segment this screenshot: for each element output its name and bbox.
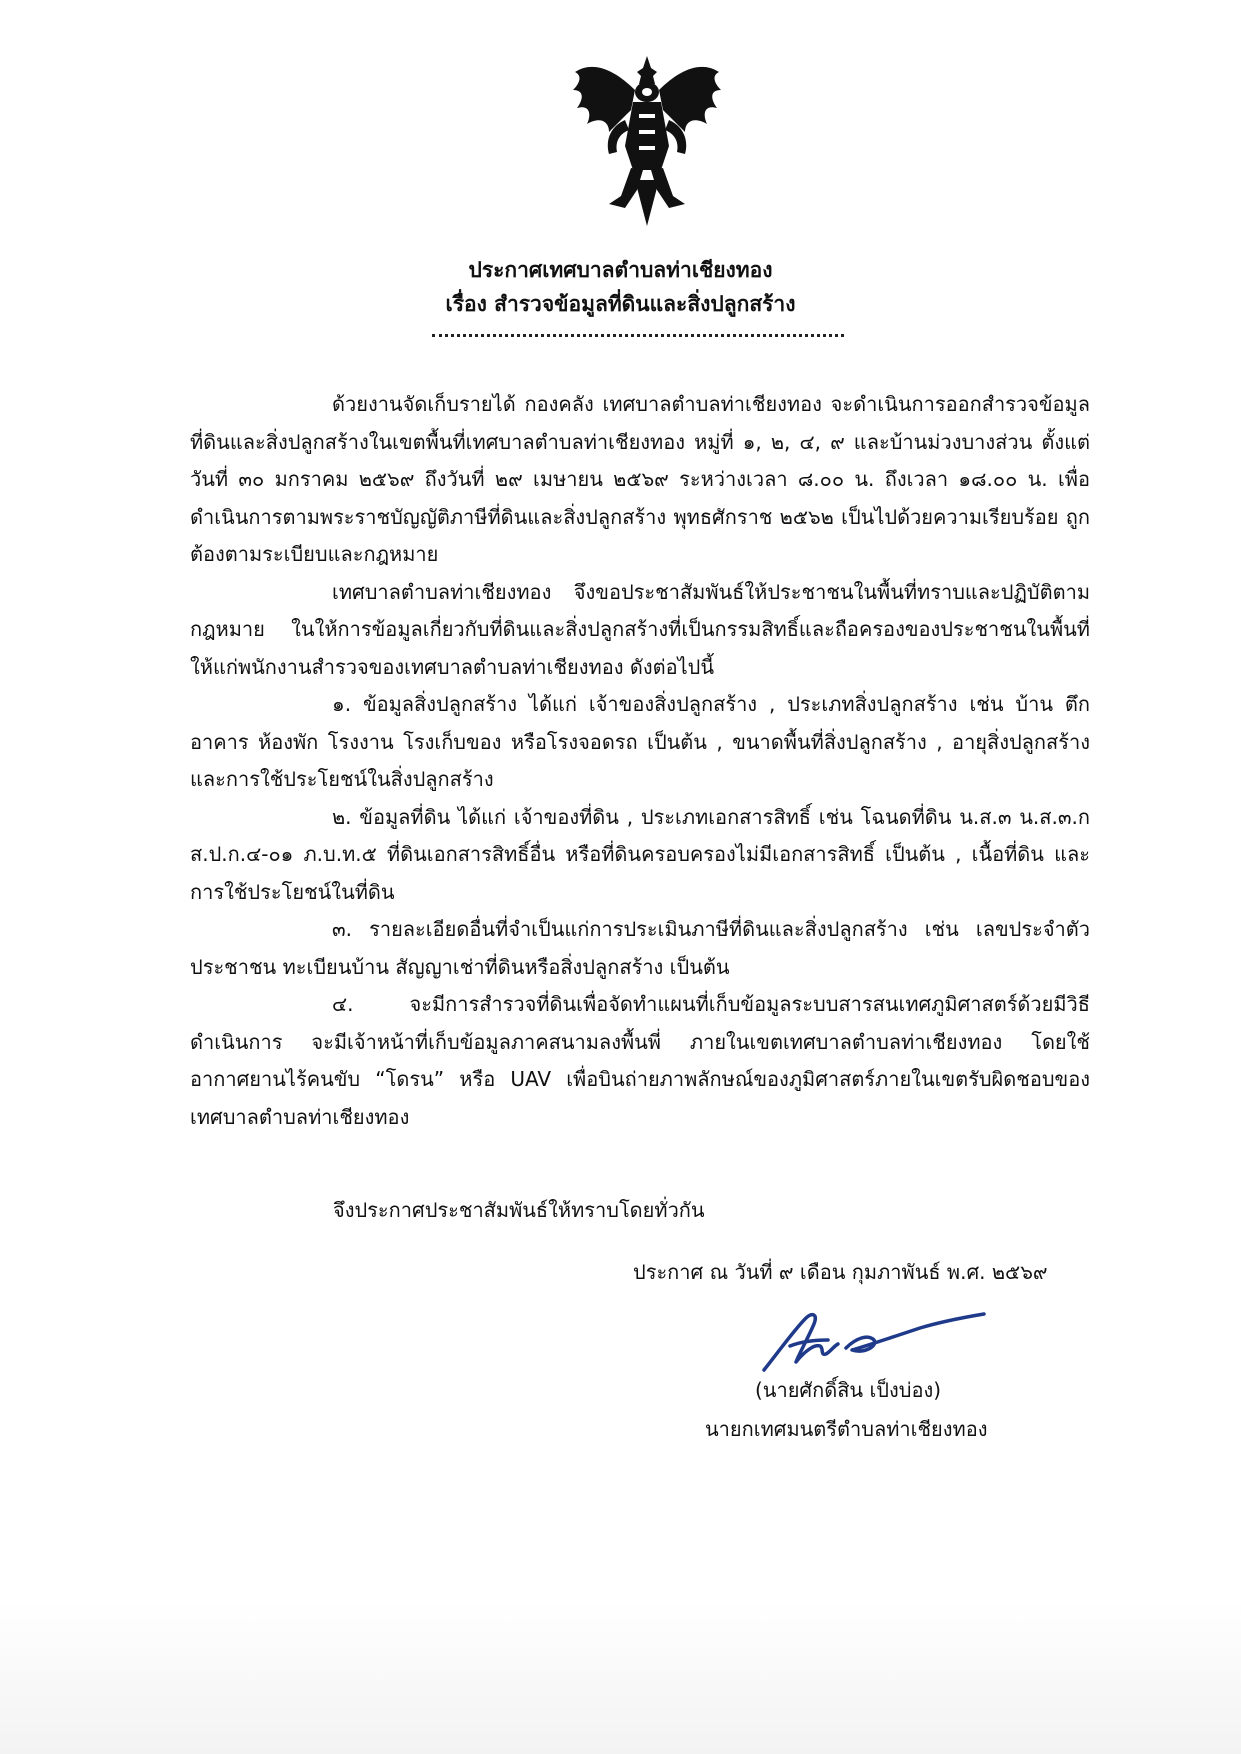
signer-name: (นายศักดิ์สิน เป็งบ่อง) <box>755 1378 942 1402</box>
intro-paragraph: ด้วยงานจัดเก็บรายได้ กองคลัง เทศบาลตำบลท่าเชียงทอง จะดำเนินการออกสำรวจข้อมูลที่ดินและสิ่งปลูกสร้างในเขตพื้นที่เทศบาลตำบลท่าเชียงทอง หมู่ที่ ๑, ๒, ๔, ๙ และบ้านม่วงบางส่วน ตั้งแต่วันที่ ๓๐ มกราคม ๒๕๖๙ ถึงวันที่ ๒๙ เมษายน ๒๕๖๙ ระหว่างเวลา ๘.๐๐ น. ถึงเวลา ๑๘.๐๐ น. เพื่อดำเนินการตามพระราชบัญญัติภาษีที่ดินและสิ่งปลูกสร้าง พุทธศักราช ๒๕๖๒ เป็นไปด้วยความเรียบร้อย ถูกต้องตามระเบียบและกฎหมาย <box>190 392 1090 566</box>
signer-position: นายกเทศมนตรีตำบลท่าเชียงทอง <box>705 1417 988 1441</box>
item-building-info: ๑. ข้อมูลสิ่งปลูกสร้าง ได้แก่ เจ้าของสิ่งปลูกสร้าง , ประเภทสิ่งปลูกสร้าง เช่น บ้าน ตึก อาคาร ห้องพัก โรงงาน โรงเก็บของ หรือโรงจอดรถ เป็นต้น , ขนาดพื้นที่สิ่งปลูกสร้าง , อายุสิ่งปลูกสร้างและการใช้ประโยชน์ในสิ่งปลูกสร้าง <box>190 692 1090 791</box>
page-shadow <box>0 1600 1241 1754</box>
dotted-divider <box>432 334 844 337</box>
closing-statement: จึงประกาศประชาสัมพันธ์ให้ทราบโดยทั่วกัน <box>333 1198 705 1222</box>
item-land-info: ๒. ข้อมูลที่ดิน ได้แก่ เจ้าของที่ดิน , ประเภทเอกสารสิทธิ์ เช่น โฉนดที่ดิน น.ส.๓ น.ส.๓.ก ส.ป.ก.๔-๐๑ ภ.บ.ท.๕ ที่ดินเอกสารสิทธิ์อื่น หรือที่ดินครอบครองไม่มีเอกสารสิทธิ์ เป็นต้น , เนื้อที่ดิน และการใช้ประโยชน์ในที่ดิน <box>190 804 1090 904</box>
announcement-title: ประกาศเทศบาลตำบลท่าเชียงทอง <box>468 258 773 282</box>
announcement-body <box>190 386 1090 1136</box>
signature-icon <box>760 1300 990 1380</box>
announcement-subject: เรื่อง สำรวจข้อมูลที่ดินและสิ่งปลูกสร้าง <box>445 292 796 316</box>
announcement-date: ประกาศ ณ วันที่ ๙ เดือน กุมภาพันธ์ พ.ศ. ๒๕๖๙ <box>633 1260 1048 1284</box>
request-paragraph: เทศบาลตำบลท่าเชียงทอง จึงขอประชาสัมพันธ์ให้ประชาชนในพื้นที่ทราบและปฏิบัติตามกฎหมาย ในให้การข้อมูลเกี่ยวกับที่ดินและสิ่งปลูกสร้างที่เป็นกรรมสิทธิ์และถือครองของประชาชนในพื้นที่ให้แก่พนักงานสำรวจของเทศบาลตำบลท่าเชียงทอง ดังต่อไปนี้ <box>190 579 1090 679</box>
item-other-details: ๓. รายละเอียดอื่นที่จำเป็นแก่การประเมินภาษีที่ดินและสิ่งปลูกสร้าง เช่น เลขประจำตัวประชาชน ทะเบียนบ้าน สัญญาเช่าที่ดินหรือสิ่งปลูกสร้าง เป็นต้น <box>190 917 1090 979</box>
garuda-emblem-icon <box>565 50 730 230</box>
item-drone-survey: ๔. จะมีการสำรวจที่ดินเพื่อจัดทำแผนที่เก็บข้อมูลระบบสารสนเทศภูมิศาสตร์ด้วยมีวิธีดำเนินการ จะมีเจ้าหน้าที่เก็บข้อมูลภาคสนามลงพื้นพี่ ภายในเขตเทศบาลตำบลท่าเชียงทอง โดยใช้อากาศยานไร้คนขับ “โดรน” หรือ UAV เพื่อบินถ่ายภาพลักษณ์ของภูมิศาสตร์ภายในเขตรับผิดชอบของเทศบาลตำบลท่าเชียงทอง <box>190 992 1090 1129</box>
